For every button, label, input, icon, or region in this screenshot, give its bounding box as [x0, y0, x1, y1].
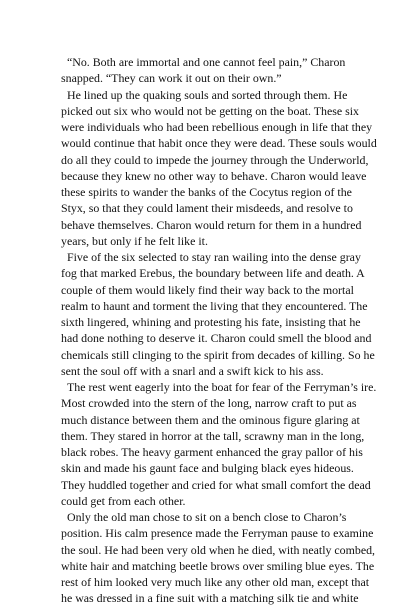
- paragraph-5: Only the old man chose to sit on a bench close to Charon’s position. His calm presence made the Ferryman pause to examine the soul. He had been very old when he died, with neatly combed, white hair and matching beetle brows over smiling blue eyes. The rest of him looked very much like any other old man, except that he was dressed in a fine suit with a matching silk tie and white: [61, 510, 376, 606]
- page-text: [61, 54, 377, 607]
- paragraph-1: “No. Both are immortal and one cannot feel pain,” Charon snapped. “They can work it out on their own.”: [61, 55, 346, 86]
- paragraph-2: He lined up the quaking souls and sorted through them. He picked out six who would not be getting on the boat. These six were individuals who had been rebellious enough in life that they would continue that habit once they were dead. These souls would do all they could to impede the journey through the Underworld, because they knew no other way to behave. Charon would leave these spirits to wander the banks of the Cocytus region of the Styx, so that they could lament their misdeeds, and resolve to behave themselves. Charon would return for them in a hundred years, but only if he felt like it.: [61, 87, 377, 248]
- paragraph-3: Five of the six selected to stay ran wailing into the dense gray fog that marked Erebus, the boundary between life and death. A couple of them would likely find their way back to the mortal realm to haunt and torment the living that they encountered. The sixth lingered, whining and protesting his fate, insisting that he had done nothing to deserve it. Charon could smell the blood and chemicals still clinging to the spirit from decades of killing. So he sent the soul off with a snarl and a swift kick to his ass.: [61, 250, 375, 378]
- paragraph-4: The rest went eagerly into the boat for fear of the Ferryman’s ire. Most crowded into the stern of the long, narrow craft to put as much distance between them and the ominous figure glaring at them. They stared in horror at the tall, scrawny man in the long, black robes. The heavy garment enhanced the gray pallor of his skin and made his gaunt face and bulging black eyes hideous. They huddled together and cried for what small comfort the dead could get from each other.: [61, 380, 377, 508]
